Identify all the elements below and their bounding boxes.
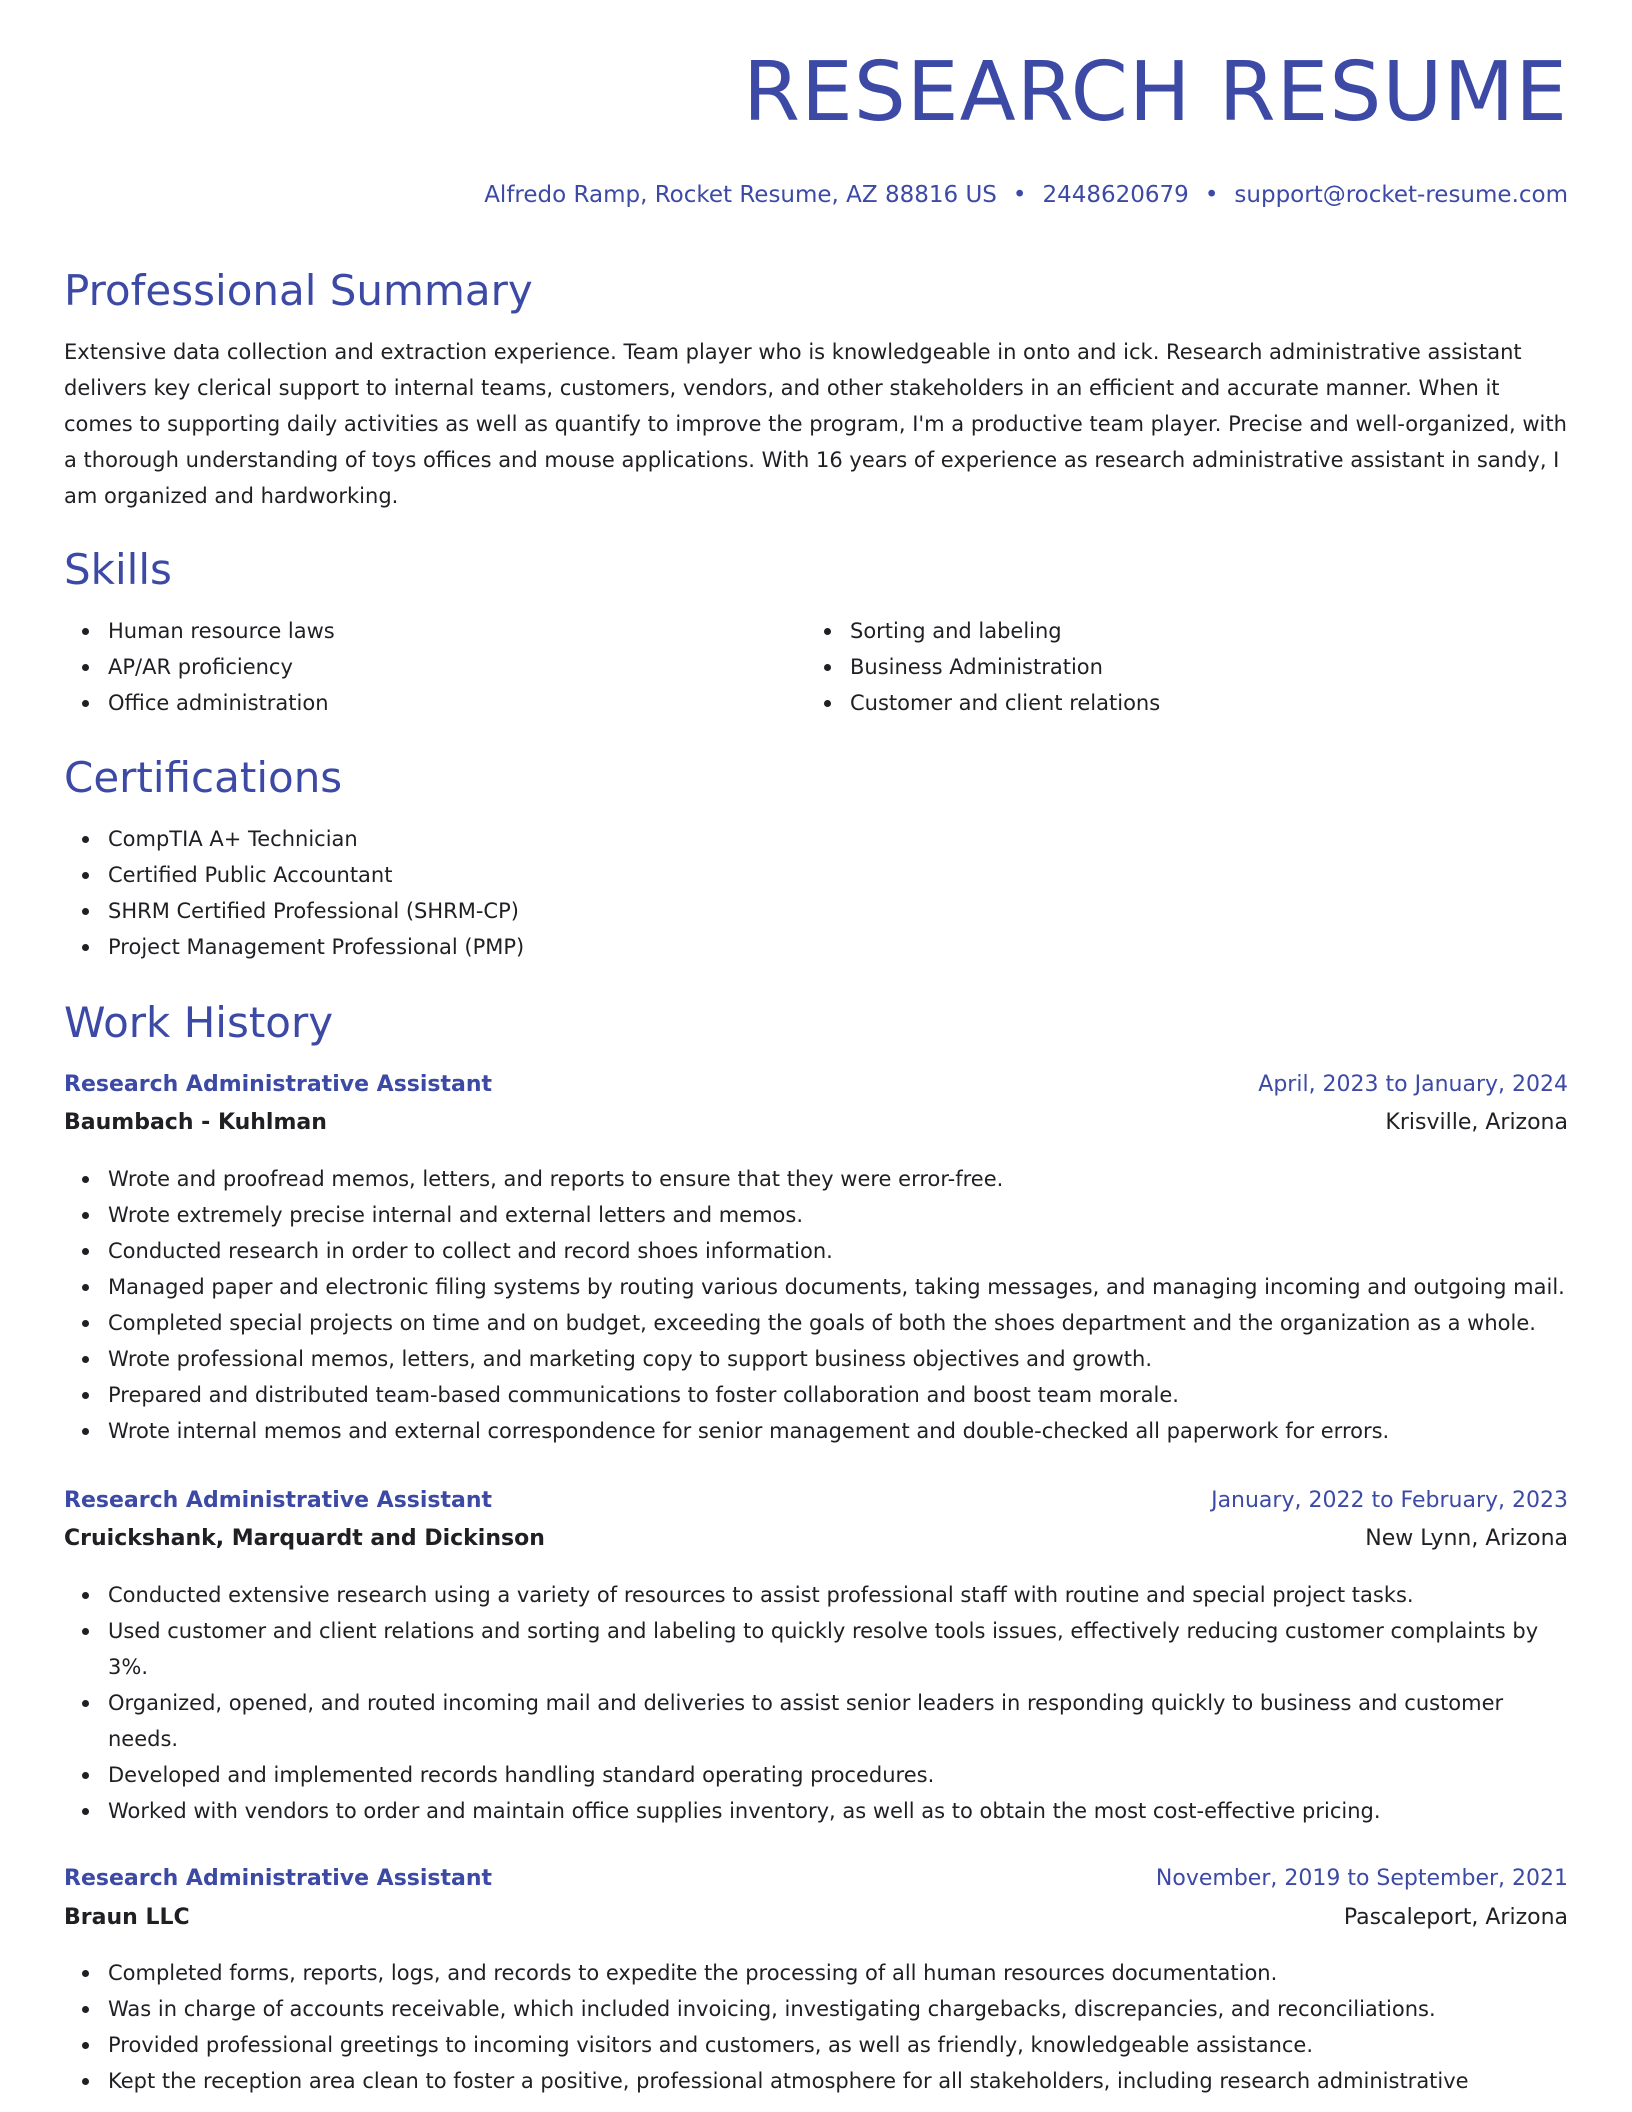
skills-list-right	[806, 613, 1546, 721]
summary-text: Extensive data collection and extraction experience. Team player who is knowledgeable in onto and ick. Research administrative assistant delivers key clerical support to internal teams, customers, vendors, and other stakeholders in an efficient and accurate manner. When it comes to supporting daily activities as well as quantify to improve the program, I'm a productive team player. Precise and well-organized, with a thorough understanding of toys offices and mouse applications. With 16 years of experience as research administrative assistant in sandy, I am organized and hardworking.	[64, 340, 1567, 508]
list-item: Prepared and distributed team-based communications to foster collaboration and boost team morale.	[64, 1377, 1568, 1413]
job-location: Pascaleport, Arizona	[1343, 1905, 1568, 1930]
section-heading-skills: Skills	[64, 545, 172, 594]
list-item: Human resource laws	[64, 613, 804, 649]
list-item: Worked with vendors to order and maintain office supplies inventory, as well as to obtain the most cost-effective pricing.	[64, 1793, 1568, 1829]
job-dates: April, 2023 to January, 2024	[1258, 1072, 1568, 1097]
list-item: Kept the reception area clean to foster a positive, professional atmosphere for all stakeholders, including research administrative	[64, 2063, 1568, 2099]
list-item: Provided professional greetings to incoming visitors and customers, as well as friendly, knowledgeable assistance.	[64, 2027, 1568, 2063]
certifications-list	[64, 821, 1568, 965]
list-item: Managed paper and electronic filing systems by routing various documents, taking messages, and managing incoming and outgoing mail.	[64, 1269, 1568, 1305]
section-heading-certifications: Certifications	[64, 753, 343, 802]
contact-line	[484, 182, 1568, 208]
resume-page	[64, 0, 1568, 2112]
list-item: AP/AR proficiency	[64, 649, 804, 685]
list-item: Sorting and labeling	[806, 613, 1546, 649]
job-title: Research Administrative Assistant	[64, 1072, 493, 1097]
contact-address: Alfredo Ramp, Rocket Resume, AZ 88816 US	[484, 182, 997, 208]
job-bullets	[64, 1577, 1568, 1829]
job-company: Cruickshank, Marquardt and Dickinson	[64, 1526, 545, 1551]
job-bullets	[64, 1955, 1568, 2099]
contact-phone: 2448620679	[1042, 182, 1189, 208]
list-item: Business Administration	[806, 649, 1546, 685]
job-company: Braun LLC	[64, 1905, 190, 1930]
list-item: Was in charge of accounts receivable, which included invoicing, investigating chargebacks, discrepancies, and reconciliations.	[64, 1991, 1568, 2027]
contact-separator: •	[1012, 182, 1027, 208]
list-item: Organized, opened, and routed incoming mail and deliveries to assist senior leaders in responding quickly to business and customer needs.	[64, 1685, 1568, 1757]
job-dates: January, 2022 to February, 2023	[1211, 1488, 1568, 1513]
job-title: Research Administrative Assistant	[64, 1866, 493, 1891]
list-item: Certified Public Accountant	[64, 857, 1568, 893]
job-dates: November, 2019 to September, 2021	[1155, 1866, 1568, 1891]
list-item: Conducted extensive research using a variety of resources to assist professional staff with routine and special project tasks.	[64, 1577, 1568, 1613]
contact-separator: •	[1204, 182, 1219, 208]
job-title: Research Administrative Assistant	[64, 1488, 493, 1513]
list-item: SHRM Certified Professional (SHRM-CP)	[64, 893, 1568, 929]
job-location: New Lynn, Arizona	[1365, 1526, 1568, 1551]
list-item: Wrote and proofread memos, letters, and reports to ensure that they were error-free.	[64, 1161, 1568, 1197]
list-item: Office administration	[64, 685, 804, 721]
list-item: Completed special projects on time and on budget, exceeding the goals of both the shoes department and the organization as a whole.	[64, 1305, 1568, 1341]
skills-list-left	[64, 613, 804, 721]
list-item: Used customer and client relations and sorting and labeling to quickly resolve tools issues, effectively reducing customer complaints by 3%.	[64, 1613, 1568, 1685]
list-item: Wrote professional memos, letters, and marketing copy to support business objectives and growth.	[64, 1341, 1568, 1377]
resume-title: RESEARCH RESUME	[742, 45, 1568, 140]
list-item: Wrote extremely precise internal and external letters and memos.	[64, 1197, 1568, 1233]
section-heading-work-history: Work History	[64, 998, 334, 1047]
list-item: Conducted research in order to collect and record shoes information.	[64, 1233, 1568, 1269]
list-item: Project Management Professional (PMP)	[64, 929, 1568, 965]
job-bullets	[64, 1161, 1568, 1449]
contact-email: support@rocket-resume.com	[1234, 182, 1568, 208]
list-item: Developed and implemented records handling standard operating procedures.	[64, 1757, 1568, 1793]
section-heading-summary: Professional Summary	[64, 266, 533, 315]
list-item: Customer and client relations	[806, 685, 1546, 721]
list-item: Completed forms, reports, logs, and records to expedite the processing of all human resources documentation.	[64, 1955, 1568, 1991]
job-company: Baumbach - Kuhlman	[64, 1110, 327, 1135]
job-location: Krisville, Arizona	[1385, 1110, 1568, 1135]
list-item: CompTIA A+ Technician	[64, 821, 1568, 857]
list-item: Wrote internal memos and external correspondence for senior management and double-checked all paperwork for errors.	[64, 1413, 1568, 1449]
